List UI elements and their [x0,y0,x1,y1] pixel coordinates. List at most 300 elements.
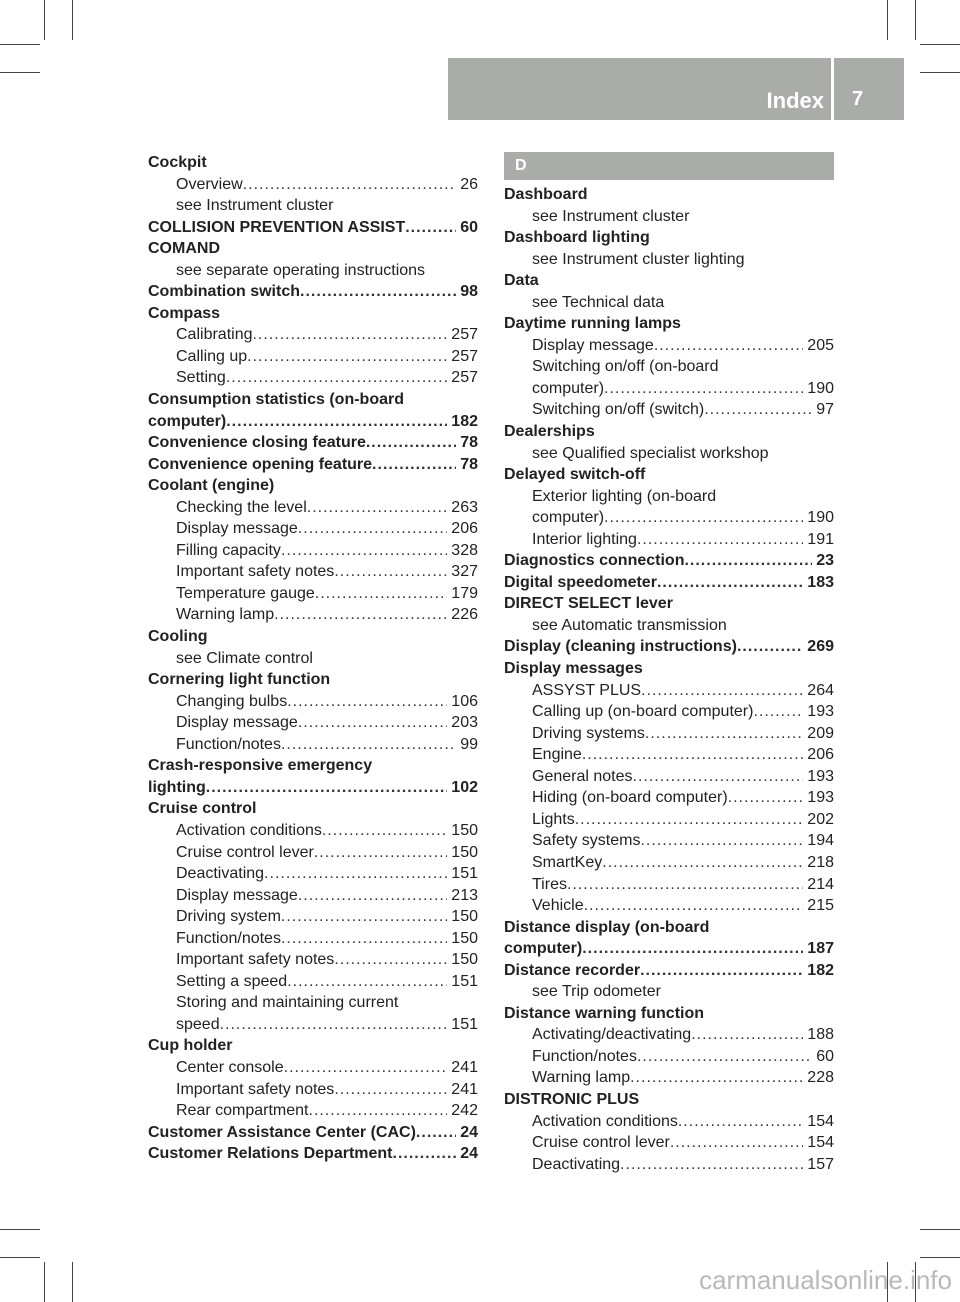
entry-text: Switching on/off (switch) [532,401,705,419]
index-entry [504,1111,834,1133]
index-entry [504,1046,834,1068]
entry-page-number: 257 [451,369,478,387]
entry-page-number: 106 [451,692,478,710]
index-entry [148,712,478,734]
index-entry [504,701,834,723]
index-entry [148,604,478,626]
crop-mark [44,1262,45,1302]
index-entry [148,260,478,282]
index-entry [504,227,834,249]
entry-text: Customer Assistance Center (CAC) [148,1123,416,1141]
index-entry [148,1035,478,1057]
index-entry [148,1122,478,1144]
entry-text: Display message [532,336,654,354]
header-band [448,58,904,120]
index-entry [504,917,834,939]
entry-text: Changing bulbs [176,692,288,710]
dot-leader [657,572,803,594]
dot-leader [298,712,447,734]
entry-text: see Instrument cluster lighting [532,250,745,268]
crop-mark [920,44,960,45]
dot-leader [602,852,803,874]
entry-page-number: 203 [451,714,478,732]
entry-page-number: 269 [807,638,834,656]
dot-leader [567,874,803,896]
entry-text: Coolant (engine) [148,477,275,495]
entry-text: SmartKey [532,853,603,871]
entry-page-number: 209 [807,724,834,742]
entry-page-number: 257 [451,347,478,365]
entry-page-number: 97 [816,401,834,419]
entry-text: Cooling [148,628,208,646]
index-entry [148,389,478,411]
entry-page-number: 150 [451,929,478,947]
index-entry [148,583,478,605]
index-entry [148,906,478,928]
dot-leader [604,378,803,400]
watermark: carmanualsonline.info [699,1265,952,1295]
index-entry [504,529,834,551]
dot-leader [309,1100,448,1122]
entry-text: Data [504,272,539,290]
entry-page-number: 60 [816,1047,834,1065]
index-entry [504,1132,834,1154]
entry-text: Warning lamp [176,606,275,624]
entry-page-number: 24 [460,1123,478,1141]
entry-page-number: 257 [451,326,478,344]
index-entry [148,238,478,260]
entry-page-number: 263 [451,498,478,516]
entry-page-number: 264 [807,681,834,699]
entry-page-number: 327 [451,563,478,581]
entry-text: Function/notes [176,929,281,947]
entry-text: Setting [176,369,226,387]
entry-text: computer) [504,940,583,958]
index-entry [504,572,834,594]
index-entry [504,399,834,421]
entry-text: Checking the level [176,498,307,516]
index-entry [148,863,478,885]
index-entry [148,411,478,433]
entry-page-number: 193 [807,767,834,785]
entry-text: Cruise control lever [532,1134,670,1152]
dot-leader [366,432,456,454]
page-title: Index [766,88,824,113]
entry-text: Cockpit [148,154,207,171]
entry-text: Activation conditions [532,1112,678,1130]
dot-leader [704,399,812,421]
dot-leader [287,971,447,993]
entry-text: Cruise control [148,800,257,818]
dot-leader [298,885,447,907]
index-entry [148,777,478,799]
index-entry [148,1057,478,1079]
index-column-left [148,152,478,1165]
index-entry [148,324,478,346]
index-entry [148,432,478,454]
entry-text: Delayed switch-off [504,466,646,484]
entry-text: see Instrument cluster [532,207,690,225]
section-letter-bar: D [504,152,834,180]
entry-text: Calibrating [176,326,253,344]
index-entry [148,798,478,820]
index-entry [148,217,478,239]
entry-page-number: 154 [807,1112,834,1130]
index-entry [504,1089,834,1111]
entry-text: Engine [532,746,582,764]
entry-text: Activation conditions [176,821,322,839]
index-entry [148,518,478,540]
crop-mark [72,0,73,40]
index-entry [148,152,478,174]
entry-page-number: 193 [807,789,834,807]
index-entry [504,206,834,228]
index-entry [148,561,478,583]
entry-page-number: 228 [807,1069,834,1087]
entry-page-number: 99 [460,735,478,753]
entry-page-number: 150 [451,908,478,926]
index-entry [148,540,478,562]
index-entry [504,852,834,874]
crop-mark [920,72,960,73]
entry-text: Setting a speed [176,972,288,990]
dot-leader [637,1046,812,1068]
entry-text: Lights [532,810,575,828]
entry-text: see separate operating instructions [176,261,426,279]
entry-text: Cruise control lever [176,843,314,861]
entry-text: Dashboard lighting [504,229,650,247]
index-entry [148,691,478,713]
entry-page-number: 194 [807,832,834,850]
crop-mark [887,0,888,40]
index-entry [504,1024,834,1046]
index-entry [504,292,834,314]
index-entry [504,421,834,443]
entry-page-number: 78 [460,434,478,452]
entry-text: Important safety notes [176,951,335,969]
entry-page-number: 23 [816,552,834,570]
entry-text: Distance display (on-board [504,918,710,936]
index-entry [148,281,478,303]
entry-page-number: 328 [451,541,478,559]
dot-leader [640,960,803,982]
entry-text: Storing and maintaining current [176,994,399,1012]
dot-leader [252,324,447,346]
entry-page-number: 182 [807,961,834,979]
index-entry [504,378,834,400]
index-entry [504,1067,834,1089]
entry-text: Important safety notes [176,563,335,581]
index-entry [504,356,834,378]
index-entry [504,723,834,745]
index-entry [148,497,478,519]
index-entry [504,787,834,809]
entry-page-number: 206 [807,746,834,764]
entry-text: Calling up [176,347,248,365]
entry-text: Overview [176,175,243,193]
crop-mark [0,44,40,45]
entry-text: Display messages [504,660,643,678]
crop-mark [44,0,45,40]
entry-page-number: 150 [451,843,478,861]
entry-text: Display message [176,714,298,732]
index-entry [504,1003,834,1025]
crop-mark [915,0,916,40]
entry-page-number: 206 [451,520,478,538]
entry-text: Function/notes [176,735,281,753]
entry-text: see Technical data [532,293,665,311]
entry-text: Combination switch [148,283,300,301]
entry-page-number: 242 [451,1102,478,1120]
entry-text: computer) [532,509,605,527]
index-entry [148,367,478,389]
index-entry [504,615,834,637]
dot-leader [206,777,448,799]
dot-leader [226,411,447,433]
index-entries-right [504,184,834,1175]
entry-text: Vehicle [532,897,584,915]
dot-leader [334,949,447,971]
index-entry [148,1100,478,1122]
entry-text: Distance recorder [504,961,641,979]
index-entry [504,464,834,486]
entry-text: Consumption statistics (on-board [148,391,404,409]
entry-text: Important safety notes [176,1080,335,1098]
entry-page-number: 151 [451,1015,478,1033]
dot-leader [281,734,456,756]
header-separator [831,58,834,120]
entry-text: Deactivating [532,1155,621,1173]
index-entry [504,744,834,766]
crop-mark [72,1262,73,1302]
index-entry [148,734,478,756]
index-entry [148,1143,478,1165]
dot-leader [641,680,803,702]
entry-text: Hiding (on-board computer) [532,789,728,807]
crop-mark [920,1257,960,1258]
entry-page-number: 188 [807,1026,834,1044]
entry-page-number: 218 [807,853,834,871]
dot-leader [284,1057,448,1079]
index-entry [504,486,834,508]
entry-text: Customer Relations Department [148,1145,393,1163]
crop-mark [0,1257,40,1258]
entry-text: Safety systems [532,832,641,850]
index-entry [504,658,834,680]
entry-text: Function/notes [532,1047,637,1065]
dot-leader [334,1079,447,1101]
index-entry [504,507,834,529]
dot-leader [334,561,447,583]
index-entry [148,885,478,907]
entry-text: Calling up (on-board computer) [532,703,754,721]
entry-text: Tires [532,875,567,893]
entry-text: Cup holder [148,1037,233,1055]
dot-leader [314,842,447,864]
entry-text: Crash-responsive emergency [148,757,373,775]
entry-text: Dashboard [504,186,588,203]
index-entry [148,195,478,217]
index-entry [148,454,478,476]
dot-leader [728,787,804,809]
dot-leader [604,507,803,529]
index-entry [148,669,478,691]
index-entry [504,680,834,702]
dot-leader [247,346,447,368]
entry-page-number: 98 [460,283,478,301]
index-entry [504,830,834,852]
entry-page-number: 179 [451,584,478,602]
dot-leader [281,540,447,562]
crop-mark [920,1229,960,1230]
index-entry [504,270,834,292]
entry-text: Interior lighting [532,530,637,548]
index-entry [504,809,834,831]
dot-leader [637,529,803,551]
index-entry [504,313,834,335]
index-entry [148,475,478,497]
entry-page-number: 226 [451,606,478,624]
crop-mark [0,72,40,73]
entry-page-number: 190 [807,379,834,397]
entry-text: Distance warning function [504,1004,705,1022]
dot-leader [226,367,447,389]
entry-text: see Automatic transmission [532,616,727,634]
index-entry [148,1079,478,1101]
entry-text: Display message [176,520,298,538]
dot-leader [678,1111,803,1133]
dot-leader [372,454,456,476]
entry-page-number: 24 [460,1145,478,1163]
index-column-right [504,152,834,1175]
entry-page-number: 213 [451,886,478,904]
index-entry [148,842,478,864]
dot-leader [654,335,803,357]
entry-page-number: 154 [807,1134,834,1152]
entry-text: ASSYST PLUS [532,681,642,699]
entry-text: see Qualified specialist workshop [532,444,769,462]
index-entry [148,820,478,842]
entry-page-number: 182 [451,412,478,430]
index-entry [148,303,478,325]
entry-text: lighting [148,778,206,796]
dot-leader [281,928,447,950]
entry-page-number: 187 [807,940,834,958]
entry-text: Temperature gauge [176,584,315,602]
dot-leader [220,1014,448,1036]
entry-text: DIRECT SELECT lever [504,595,673,613]
entry-text: see Trip odometer [532,983,661,1001]
dot-leader [691,1024,803,1046]
entry-text: Convenience closing feature [148,434,366,452]
entry-page-number: 151 [451,972,478,990]
index-entry [148,971,478,993]
entry-page-number: 214 [807,875,834,893]
index-entry [504,960,834,982]
entry-page-number: 157 [807,1155,834,1173]
entry-text: Digital speedometer [504,573,657,591]
index-entry [504,443,834,465]
entry-page-number: 183 [807,573,834,591]
index-entry [504,895,834,917]
entry-page-number: 150 [451,821,478,839]
dot-leader [300,281,456,303]
index-entry [504,981,834,1003]
entry-page-number: 241 [451,1058,478,1076]
entry-page-number: 215 [807,897,834,915]
dot-leader [584,895,804,917]
dot-leader [287,691,447,713]
entry-text: Switching on/off (on-board [532,358,719,376]
dot-leader [243,174,457,196]
index-entry [504,938,834,960]
dot-leader [737,636,803,658]
dot-leader [281,906,447,928]
entry-page-number: 241 [451,1080,478,1098]
entry-text: Filling capacity [176,541,281,559]
entry-text: speed [176,1015,220,1033]
entry-text: Dealerships [504,423,595,441]
dot-leader [582,938,803,960]
entry-text: computer) [148,412,227,430]
dot-leader [753,701,803,723]
dot-leader [405,217,456,239]
index-entry [148,174,478,196]
dot-leader [640,830,803,852]
dot-leader [315,583,448,605]
index-entry [148,346,478,368]
dot-leader [274,604,447,626]
entry-text: COLLISION PREVENTION ASSIST [148,218,406,236]
dot-leader [393,1143,457,1165]
entry-text: see Instrument cluster [176,197,334,215]
index-entry [148,755,478,777]
dot-leader [670,1132,803,1154]
entry-page-number: 205 [807,336,834,354]
dot-leader [684,550,812,572]
entry-text: Deactivating [176,865,265,883]
index-entry [504,550,834,572]
index-entry [148,648,478,670]
index-entry [504,593,834,615]
index-entry [148,1014,478,1036]
index-entry [148,949,478,971]
dot-leader [322,820,447,842]
entry-text: General notes [532,767,633,785]
entry-page-number: 150 [451,951,478,969]
entry-text: COMAND [148,240,220,258]
index-entry [504,249,834,271]
index-entry [504,766,834,788]
index-entry [504,874,834,896]
entry-text: Display (cleaning instructions) [504,638,737,656]
entry-text: computer) [532,379,605,397]
entry-text: Daytime running lamps [504,315,681,333]
entry-text: Center console [176,1058,284,1076]
entry-page-number: 26 [460,175,478,193]
entry-page-number: 60 [460,218,478,236]
dot-leader [307,497,448,519]
dot-leader [630,1067,803,1089]
dot-leader [575,809,804,831]
index-entry [148,928,478,950]
entry-page-number: 191 [807,530,834,548]
dot-leader [633,766,804,788]
entry-page-number: 102 [451,778,478,796]
index-entry [148,992,478,1014]
dot-leader [645,723,803,745]
entry-text: DISTRONIC PLUS [504,1090,640,1108]
